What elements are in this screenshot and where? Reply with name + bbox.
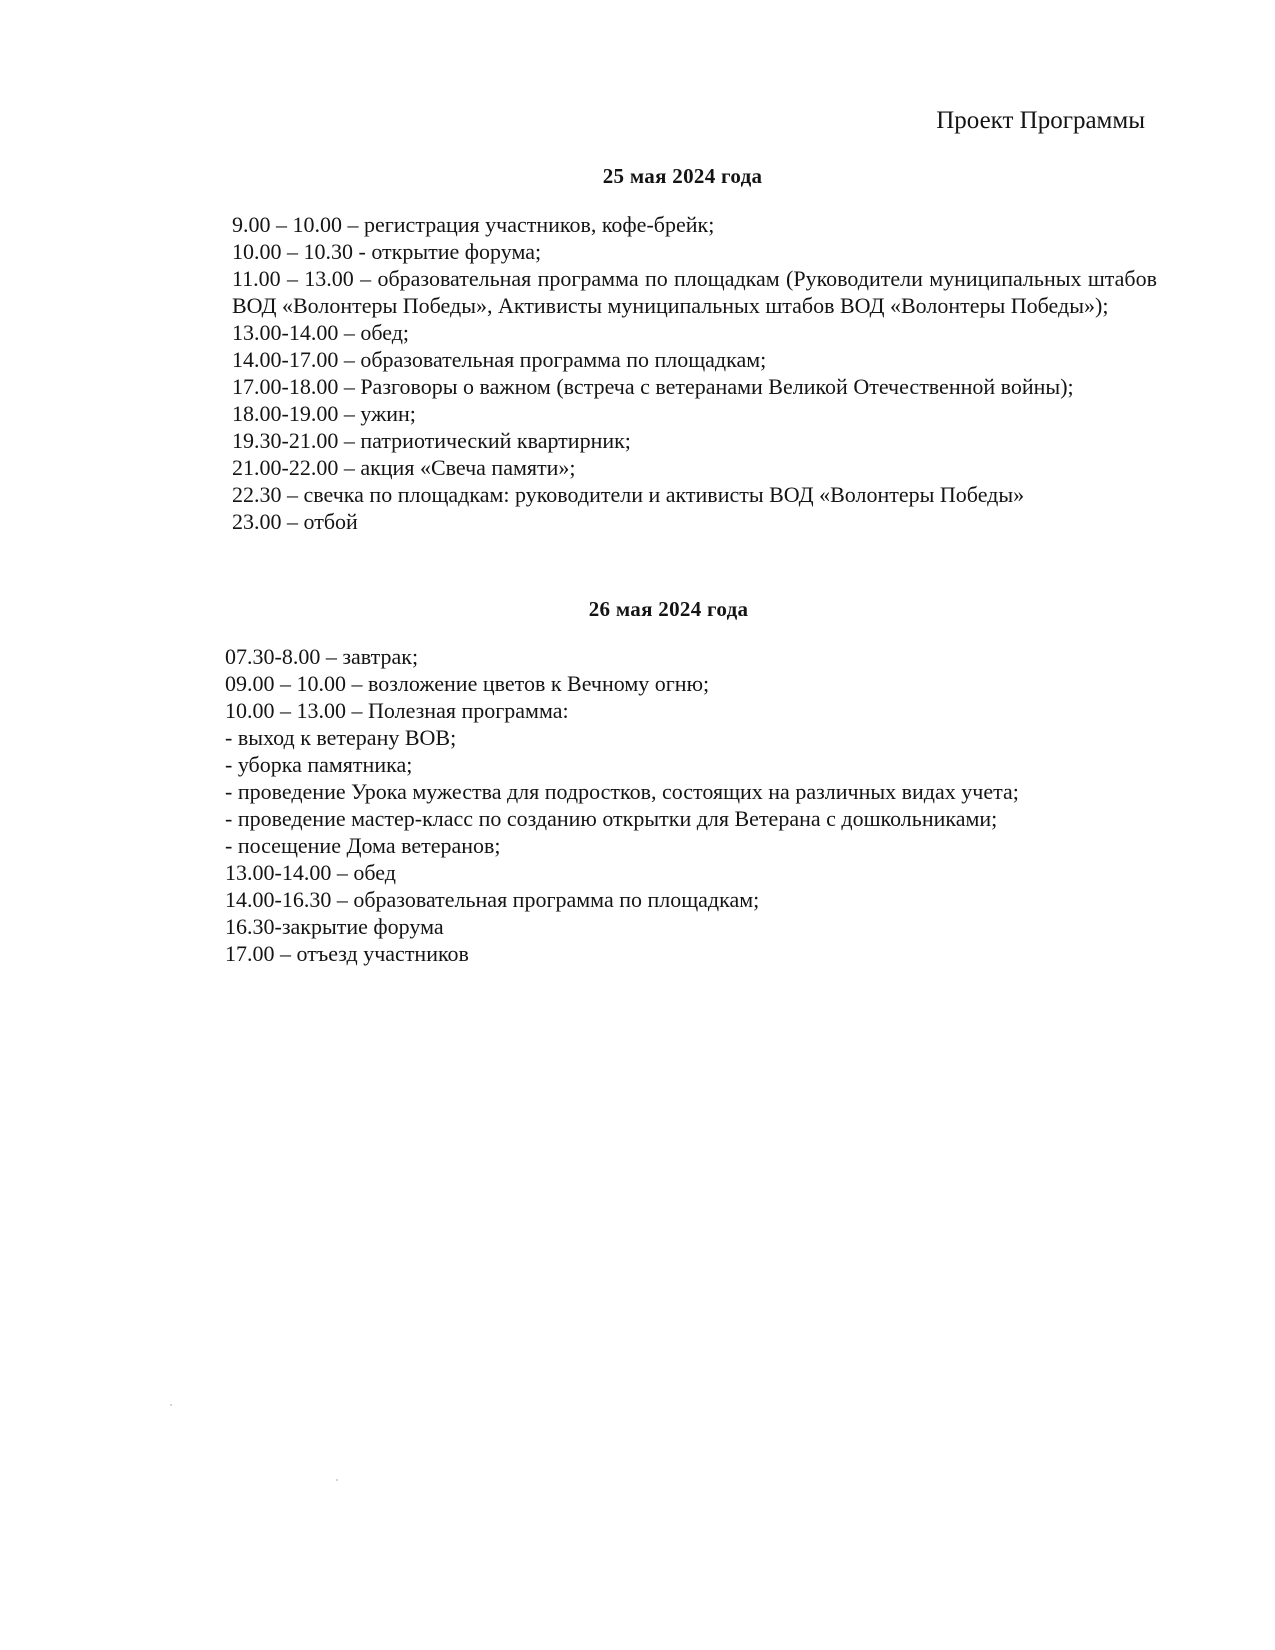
- scan-speck: [170, 1404, 172, 1406]
- schedule-subitem: - посещение Дома ветеранов;: [225, 833, 501, 858]
- day-2-heading: 26 мая 2024 года: [588, 597, 749, 621]
- schedule-item: 22.30 – свечка по площадкам: руководители и активисты ВОД «Волонтеры Победы»: [232, 482, 1025, 507]
- schedule-item: 09.00 – 10.00 – возложение цветов к Вечному огню;: [225, 671, 710, 696]
- schedule-item: 9.00 – 10.00 – регистрация участников, кофе-брейк;: [232, 212, 715, 237]
- schedule-item: 13.00-14.00 – обед: [225, 860, 396, 885]
- schedule-item: 14.00-17.00 – образовательная программа по площадкам;: [232, 347, 767, 372]
- schedule-item: 07.30-8.00 – завтрак;: [225, 644, 419, 669]
- day-2-schedule: [225, 643, 1155, 967]
- schedule-item: 19.30-21.00 – патриотический квартирник;: [232, 428, 631, 453]
- schedule-item: 18.00-19.00 – ужин;: [232, 401, 416, 426]
- schedule-item: 17.00-18.00 – Разговоры о важном (встреча с ветеранами Великой Отечественной войны);: [232, 374, 1074, 399]
- schedule-item: 10.00 – 13.00 – Полезная программа:: [225, 698, 569, 723]
- schedule-subitem: - проведение Урока мужества для подростков, состоящих на различных видах учета;: [225, 779, 1019, 804]
- document-label: Проект Программы: [936, 107, 1145, 134]
- schedule-subitem: - уборка памятника;: [225, 752, 413, 777]
- schedule-item: 14.00-16.30 – образовательная программа по площадкам;: [225, 887, 760, 912]
- day-1-schedule: [232, 211, 1157, 535]
- day-1-heading: 25 мая 2024 года: [602, 164, 763, 188]
- schedule-subitem: - проведение мастер-класс по созданию открытки для Ветерана с дошкольниками;: [225, 806, 998, 831]
- schedule-item: 16.30-закрытие форума: [225, 914, 444, 939]
- schedule-item: 21.00-22.00 – акция «Свеча памяти»;: [232, 455, 576, 480]
- schedule-item: 10.00 – 10.30 - открытие форума;: [232, 239, 542, 264]
- schedule-item: 13.00-14.00 – обед;: [232, 320, 410, 345]
- schedule-item: 23.00 – отбой: [232, 509, 358, 534]
- schedule-subitem: - выход к ветерану ВОВ;: [225, 725, 457, 750]
- scan-speck: [336, 1479, 338, 1481]
- schedule-item: 17.00 – отъезд участников: [225, 941, 469, 966]
- schedule-item: 11.00 – 13.00 – образовательная программа по площадкам (Руководители муниципальных штабов ВОД «Волонтеры Победы», Активисты муниципальных штабов ВОД «Волонтеры Победы»);: [232, 266, 1157, 318]
